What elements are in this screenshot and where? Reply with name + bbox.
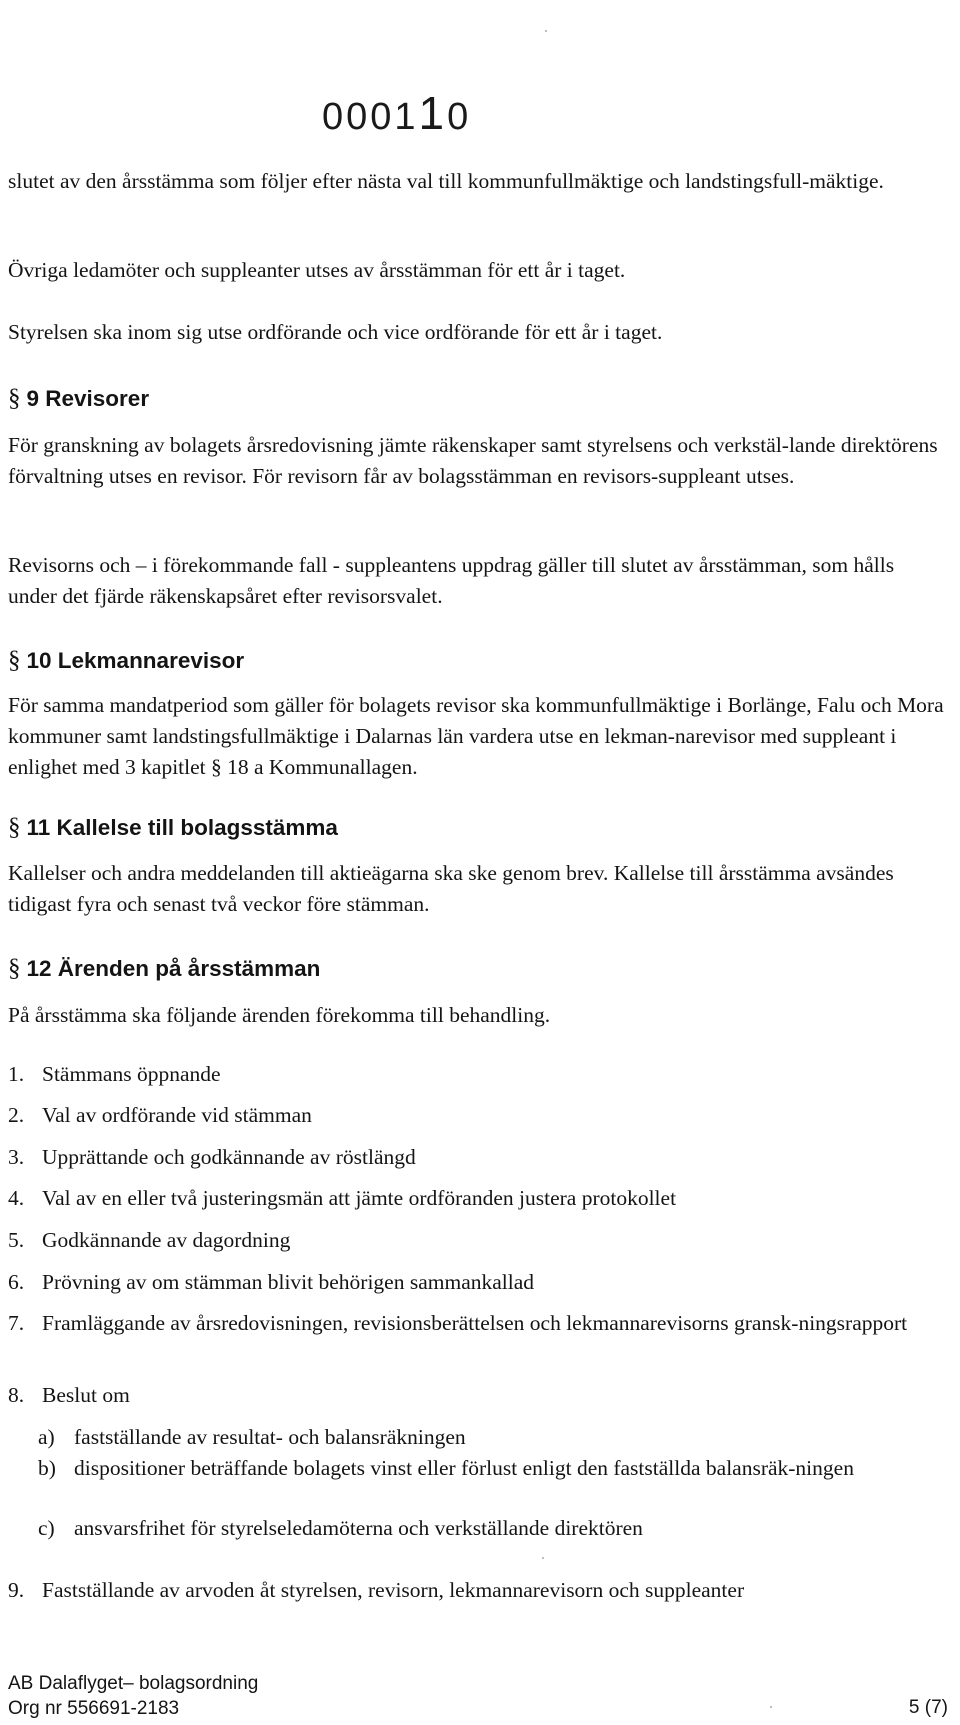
agenda-item-number: 4. [8, 1186, 25, 1210]
footer-org-number: Org nr 556691-2183 [8, 1698, 180, 1719]
agenda-item-text: Stämmans öppnande [42, 1062, 221, 1086]
agenda-subitem-text: dispositioner beträffande bolagets vinst eller förlust enligt den fastställda balansräk-ningen [74, 1456, 854, 1480]
section-symbol: § [8, 814, 21, 841]
section-9-heading [8, 384, 149, 414]
intro-paragraph-1: slutet av den årsstämma som följer efter nästa val till kommunfullmäktige och landstingsfull-mäktige. [8, 169, 884, 193]
agenda-subitem-text: fastställande av resultat- och balansräkningen [74, 1425, 466, 1449]
agenda-item-text: Godkännande av dagordning [42, 1228, 291, 1252]
scan-speck [545, 30, 547, 32]
section-12-heading [8, 954, 320, 984]
agenda-item-number: 8. [8, 1383, 25, 1407]
agenda-item-text: Framläggande av årsredovisningen, revisionsberättelsen och lekmannarevisorns gransk-ningsrapport [42, 1311, 908, 1335]
scan-speck [542, 1557, 544, 1559]
agenda-item-text: Val av en eller två justeringsmän att jämte ordföranden justera protokollet [42, 1186, 677, 1210]
scan-speck [770, 1706, 772, 1708]
section-11-paragraph: Kallelser och andra meddelanden till aktieägarna ska ske genom brev. Kallelse till årsstämma avsändes tidigast fyra och senast två veckor före stämman. [8, 861, 894, 916]
agenda-item-text: Fastställande av arvoden åt styrelsen, revisorn, lekmannarevisorn och suppleanter [42, 1578, 745, 1602]
intro-paragraph-3: Styrelsen ska inom sig utse ordförande och vice ordförande för ett år i taget. [8, 320, 663, 344]
section-11-title: 11 Kallelse till bolagsstämma [26, 815, 338, 840]
agenda-item-number: 2. [8, 1103, 25, 1127]
stamp-prefix: 0001 [322, 96, 419, 138]
stamp-digit: 1 [418, 87, 448, 139]
agenda-item [8, 1309, 938, 1369]
intro-paragraph-2: Övriga ledamöter och suppleanter utses av årsstämman för ett år i taget. [8, 258, 626, 282]
agenda-item-number: 9. [8, 1578, 25, 1602]
footer-company: AB Dalaflyget– bolagsordning [8, 1673, 259, 1694]
agenda-item-number: 5. [8, 1228, 25, 1252]
agenda-subitem-letter: c) [38, 1516, 55, 1540]
agenda-item-number: 7. [8, 1311, 25, 1335]
footer-page-number: 5 (7) [908, 1697, 948, 1718]
agenda-item-text: Beslut om [42, 1383, 130, 1407]
agenda-subitem-letter: a) [38, 1425, 55, 1449]
agenda-item-number: 1. [8, 1062, 25, 1086]
agenda-item-number: 6. [8, 1270, 25, 1294]
agenda-item-text: Prövning av om stämman blivit behörigen sammankallad [42, 1270, 535, 1294]
agenda-item-text: Upprättande och godkännande av röstlängd [42, 1145, 416, 1169]
agenda-item-text: Val av ordförande vid stämman [42, 1103, 312, 1127]
agenda-subitem-letter: b) [38, 1456, 56, 1480]
section-symbol: § [8, 647, 21, 674]
section-10-title: 10 Lekmannarevisor [26, 648, 245, 673]
section-12-paragraph: På årsstämma ska följande ärenden förekomma till behandling. [8, 1003, 551, 1027]
section-symbol: § [8, 385, 21, 412]
section-11-heading [8, 813, 338, 843]
agenda-subitem-text: ansvarsfrihet för styrelseledamöterna och verkställande direktören [74, 1516, 643, 1540]
section-12-title: 12 Ärenden på årsstämman [26, 956, 321, 981]
agenda-subitem [38, 1454, 938, 1514]
section-9-paragraph-1: För granskning av bolagets årsredovisning jämte räkenskaper samt styrelsens och verkstäl-lande direktörens förvaltning utses en revisor. För revisorn får av bolagsstämman en revisors-suppleant utses. [8, 433, 938, 488]
section-9-paragraph-2: Revisorns och – i förekommande fall - suppleantens uppdrag gäller till slutet av årsstämman, som hålls under det fjärde räkenskapsåret efter revisorsvalet. [8, 553, 895, 608]
document-stamp-number [322, 86, 471, 140]
section-symbol: § [8, 955, 21, 982]
section-10-heading [8, 646, 244, 676]
stamp-suffix: 0 [447, 96, 472, 138]
section-9-title: 9 Revisorer [26, 386, 150, 411]
section-10-paragraph: För samma mandatperiod som gäller för bolagets revisor ska kommunfullmäktige i Borlänge, Falu och Mora kommuner samt landstingsfullmäktige i Dalarnas län vardera utse en lekman-narevisor med suppleant i enlighet med 3 kapitlet § 18 a Kommunallagen. [8, 693, 944, 779]
agenda-item-number: 3. [8, 1145, 25, 1169]
